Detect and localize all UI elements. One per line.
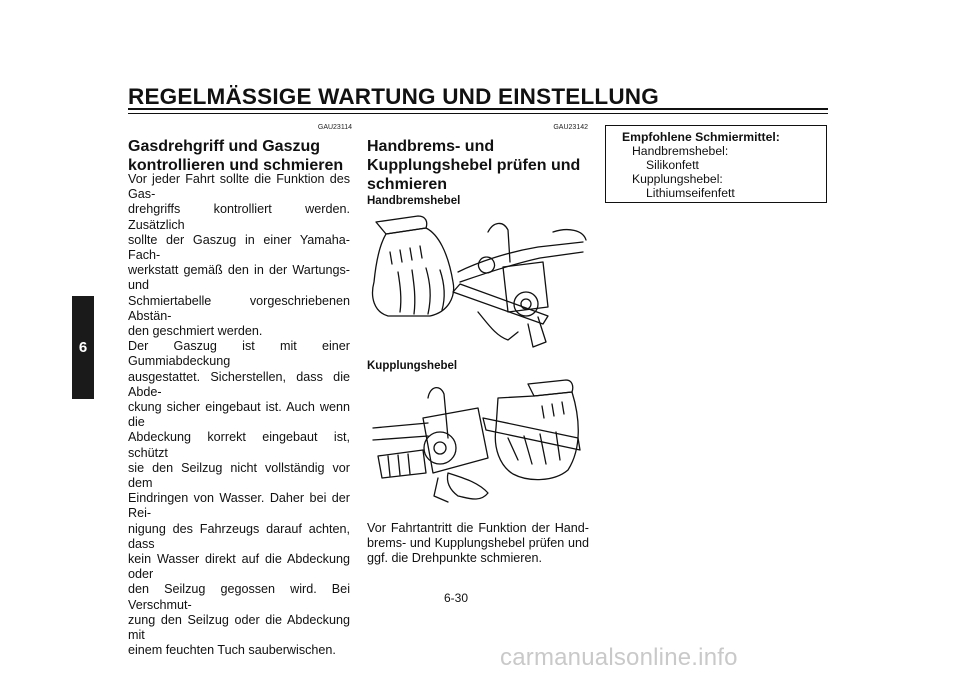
clutch-lever-subheading: Kupplungshebel: [367, 360, 458, 372]
body-line: den Seilzug gegossen wird. Bei Verschmut-: [128, 582, 350, 612]
lubricant-item-value: Silikonfett: [646, 158, 699, 172]
brake-lever-subheading: Handbremshebel: [367, 195, 461, 207]
header-rule-thin: [128, 113, 828, 114]
heading-line: schmieren: [367, 176, 448, 193]
body-line: den geschmiert werden.: [128, 324, 263, 339]
body-line: Schmiertabelle vorgeschriebenen Abstän-: [128, 293, 350, 323]
lubricant-item-label: Handbremshebel:: [632, 144, 729, 158]
body-line: Der Gaszug ist mit einer Gummiabdeckung: [128, 339, 350, 369]
watermark: carmanualsonline.info: [500, 644, 738, 671]
heading-line: kontrollieren und schmieren: [128, 157, 344, 174]
body-line: kein Wasser direkt auf die Abdeckung oder: [128, 552, 350, 582]
header-rule-thick: [128, 108, 828, 110]
body-line: Vor jeder Fahrt sollte die Funktion des Gas-: [128, 172, 350, 202]
body-line: ckung sicher eingebaut ist. Auch wenn die: [128, 400, 350, 430]
body-line: Vor Fahrtantritt die Funktion der Hand-: [367, 521, 589, 535]
section-body: [128, 172, 350, 659]
section-heading: [367, 137, 580, 194]
clutch-lever-illustration: [368, 378, 590, 516]
heading-line: Kupplungshebel prüfen und: [367, 157, 581, 174]
page-number: 6-30: [444, 591, 469, 605]
body-line: Abdeckung korrekt eingebaut ist, schützt: [128, 430, 350, 460]
body-line: nigung des Fahrzeugs darauf achten, dass: [128, 521, 350, 551]
body-line: ggf. die Drehpunkte schmieren.: [367, 551, 543, 566]
brake-lever-illustration: [368, 212, 590, 350]
body-line: ausgestattet. Sicherstellen, dass die Abde-: [128, 369, 350, 399]
section-code: GAU23142: [553, 124, 588, 131]
lubricant-box-title: Empfohlene Schmiermittel:: [622, 130, 780, 144]
chapter-tab: [72, 296, 94, 399]
section-code: GAU23114: [317, 124, 352, 131]
page-header-title: REGELMÄSSIGE WARTUNG UND EINSTELLUNG: [128, 84, 659, 109]
heading-line: Gasdrehgriff und Gaszug: [128, 138, 321, 155]
chapter-tab-number: 6: [78, 339, 88, 356]
clutch-section-body: [367, 521, 589, 567]
body-line: Eindringen von Wasser. Daher bei der Rei-: [128, 491, 350, 521]
lubricant-item-value: Lithiumseifenfett: [646, 186, 735, 200]
body-line: werkstatt gemäß den in der Wartungs- und: [128, 263, 350, 293]
body-line: brems- und Kupplungshebel prüfen und: [367, 536, 589, 551]
lubricant-box: [605, 125, 827, 203]
body-line: drehgriffs kontrolliert werden. Zusätzlich: [128, 202, 350, 232]
section-heading: [128, 137, 343, 175]
heading-line: Handbrems- und: [367, 138, 495, 155]
body-line: sie den Seilzug nicht vollständig vor dem: [128, 460, 350, 491]
lubricant-item-label: Kupplungshebel:: [632, 172, 723, 186]
body-line: zung den Seilzug oder die Abdeckung mit: [128, 612, 350, 643]
body-line: einem feuchten Tuch sauberwischen.: [128, 643, 336, 658]
body-line: sollte der Gaszug in einer Yamaha-Fach-: [128, 232, 350, 263]
